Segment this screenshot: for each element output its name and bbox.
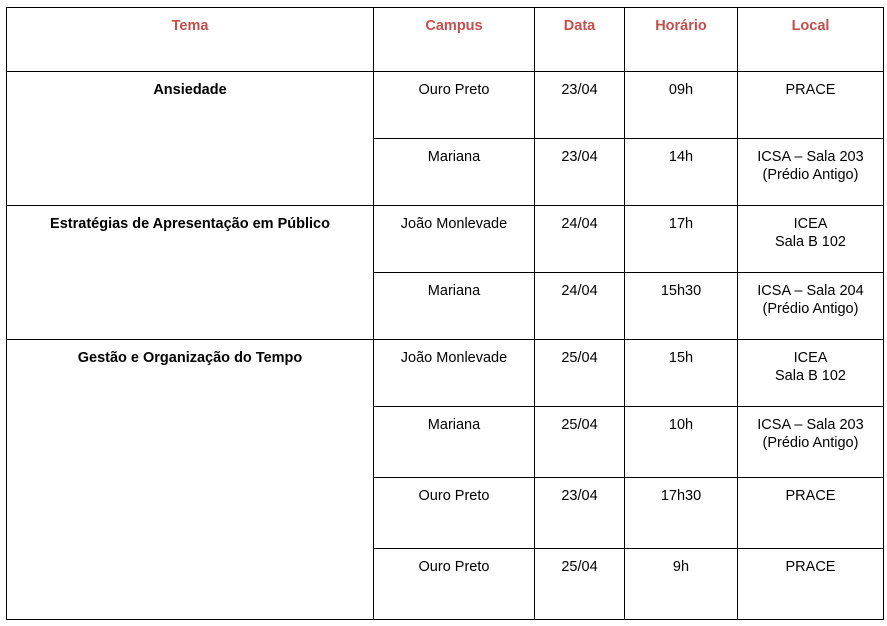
local-cell — [738, 206, 884, 273]
date-cell: 25/04 — [535, 340, 625, 407]
campus-cell: Ouro Preto — [374, 478, 535, 549]
date-cell: 23/04 — [535, 139, 625, 206]
local-line-1: ICEA — [793, 216, 828, 232]
date-cell: 25/04 — [535, 549, 625, 620]
campus-cell: Mariana — [374, 139, 535, 206]
local-line-1: ICSA – Sala 203 — [757, 149, 864, 165]
local-cell — [738, 72, 884, 139]
date-cell: 24/04 — [535, 273, 625, 340]
campus-cell: Mariana — [374, 407, 535, 478]
local-line-1: PRACE — [785, 488, 836, 504]
local-cell — [738, 407, 884, 478]
campus-cell: Ouro Preto — [374, 72, 535, 139]
local-cell — [738, 549, 884, 620]
local-line-2: Sala B 102 — [775, 234, 846, 250]
time-cell: 15h30 — [625, 273, 738, 340]
local-cell — [738, 340, 884, 407]
header-row — [7, 8, 884, 72]
campus-cell: Mariana — [374, 273, 535, 340]
time-cell: 09h — [625, 72, 738, 139]
header-campus: Campus — [374, 8, 535, 72]
time-cell: 14h — [625, 139, 738, 206]
date-cell: 23/04 — [535, 72, 625, 139]
tema-cell: Estratégias de Apresentação em Público — [7, 206, 374, 340]
time-cell: 10h — [625, 407, 738, 478]
date-cell: 25/04 — [535, 407, 625, 478]
schedule-table — [6, 7, 884, 620]
table-row — [7, 206, 884, 273]
local-line-1: PRACE — [785, 82, 836, 98]
campus-cell: João Monlevade — [374, 340, 535, 407]
local-line-2: Sala B 102 — [775, 368, 846, 384]
local-line-2: (Prédio Antigo) — [762, 301, 859, 317]
tema-cell: Ansiedade — [7, 72, 374, 206]
header-horario: Horário — [625, 8, 738, 72]
time-cell: 15h — [625, 340, 738, 407]
local-cell — [738, 273, 884, 340]
time-cell: 17h — [625, 206, 738, 273]
header-data: Data — [535, 8, 625, 72]
local-line-2: (Prédio Antigo) — [762, 435, 859, 451]
header-local: Local — [738, 8, 884, 72]
header-tema: Tema — [7, 8, 374, 72]
time-cell: 9h — [625, 549, 738, 620]
table-row — [7, 340, 884, 407]
time-cell: 17h30 — [625, 478, 738, 549]
local-line-1: ICSA – Sala 203 — [757, 417, 864, 433]
date-cell: 24/04 — [535, 206, 625, 273]
local-cell — [738, 478, 884, 549]
campus-cell: João Monlevade — [374, 206, 535, 273]
local-line-1: PRACE — [785, 559, 836, 575]
table-row — [7, 72, 884, 139]
tema-cell: Gestão e Organização do Tempo — [7, 340, 374, 620]
campus-cell: Ouro Preto — [374, 549, 535, 620]
local-line-2: (Prédio Antigo) — [762, 167, 859, 183]
local-line-1: ICSA – Sala 204 — [757, 283, 864, 299]
local-line-1: ICEA — [793, 350, 828, 366]
date-cell: 23/04 — [535, 478, 625, 549]
local-cell — [738, 139, 884, 206]
